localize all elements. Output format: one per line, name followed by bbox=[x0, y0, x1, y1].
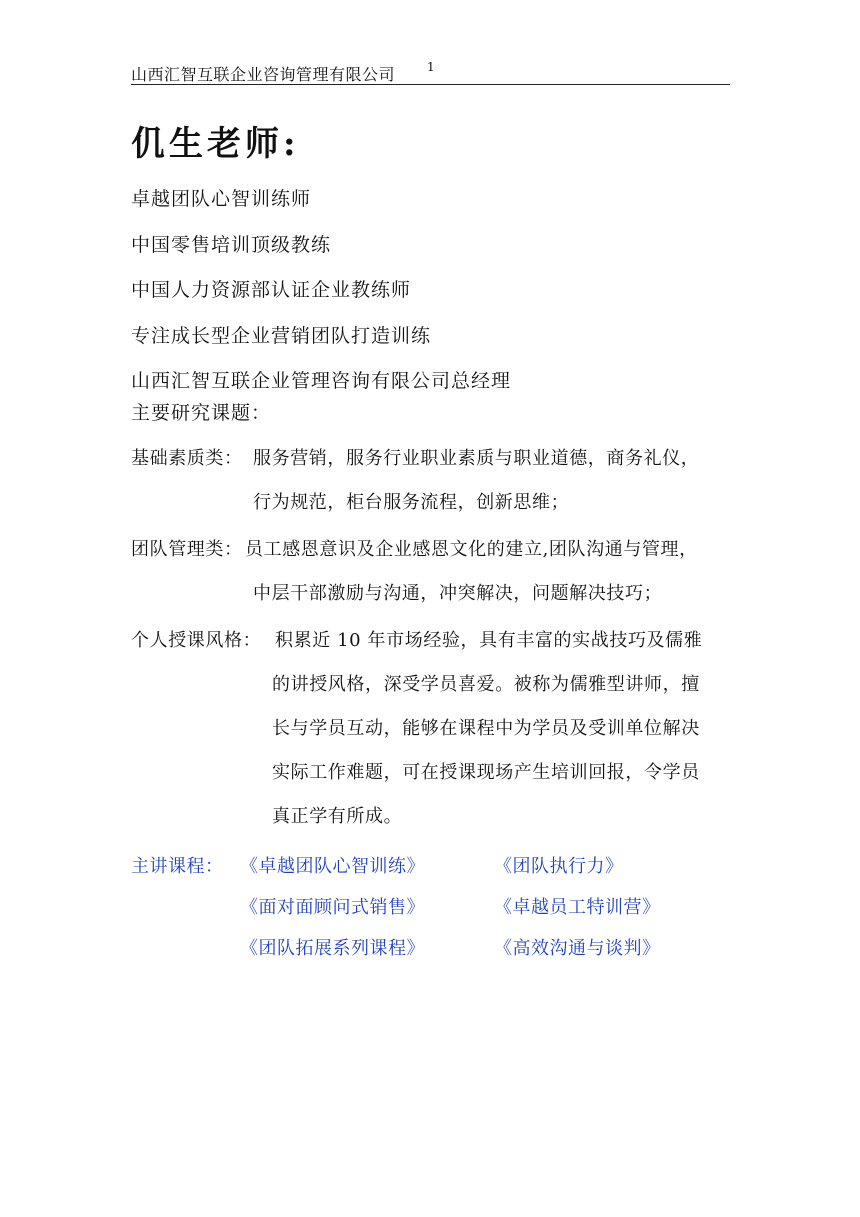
teaching-style-line: 实际工作难题，可在授课现场产生培训回报，令学员 bbox=[272, 762, 700, 783]
course-item: 《高效沟通与谈判》 bbox=[494, 938, 661, 959]
topic-basic-line: 服务营销，服务行业职业素质与职业道德，商务礼仪， bbox=[253, 448, 700, 469]
topic-team-line: 员工感恩意识及企业感恩文化的建立,团队沟通与管理， bbox=[245, 539, 698, 560]
teaching-style-line: 的讲授风格，深受学员喜爱。被称为儒雅型讲师，擅 bbox=[272, 674, 700, 695]
course-item: 《卓越员工特训营》 bbox=[494, 897, 661, 918]
course-item: 《卓越团队心智训练》 bbox=[240, 856, 425, 877]
topic-basic-label: 基础素质类： bbox=[131, 448, 243, 469]
credential-item: 中国人力资源部认证企业教练师 bbox=[131, 279, 412, 301]
topic-team-label: 团队管理类： bbox=[131, 539, 243, 560]
topic-basic-line: 行为规范，柜台服务流程，创新思维； bbox=[253, 492, 570, 513]
teaching-style-line: 长与学员互动，能够在课程中为学员及受训单位解决 bbox=[272, 718, 700, 739]
course-item: 《面对面顾问式销售》 bbox=[240, 897, 425, 918]
teacher-name: 仉生老师: bbox=[131, 124, 300, 164]
credentials-list bbox=[131, 184, 511, 412]
topic-team-line: 中层干部激励与沟通，冲突解决，问题解决技巧； bbox=[253, 583, 663, 604]
course-item: 《团队拓展系列课程》 bbox=[240, 938, 425, 959]
page-header bbox=[131, 58, 730, 85]
teaching-style-label: 个人授课风格： bbox=[131, 630, 262, 651]
company-name: 山西汇智互联企业咨询管理有限公司 bbox=[131, 65, 396, 84]
teaching-style-line: 真正学有所成。 bbox=[272, 806, 403, 827]
page-number: 1 bbox=[427, 60, 435, 74]
credential-item: 专注成长型企业营销团队打造训练 bbox=[131, 324, 432, 347]
course-item: 《团队执行力》 bbox=[494, 856, 624, 877]
credential-item: 山西汇智互联企业管理咨询有限公司总经理 bbox=[131, 370, 512, 392]
topics-title: 主要研究课题： bbox=[131, 402, 272, 424]
teaching-style-line: 积累近 10 年市场经验，具有丰富的实战技巧及儒雅 bbox=[275, 630, 703, 651]
credential-item: 中国零售培训顶级教练 bbox=[131, 233, 332, 256]
courses-label: 主讲课程： bbox=[131, 856, 224, 877]
credential-item: 卓越团队心智训练师 bbox=[131, 188, 312, 210]
